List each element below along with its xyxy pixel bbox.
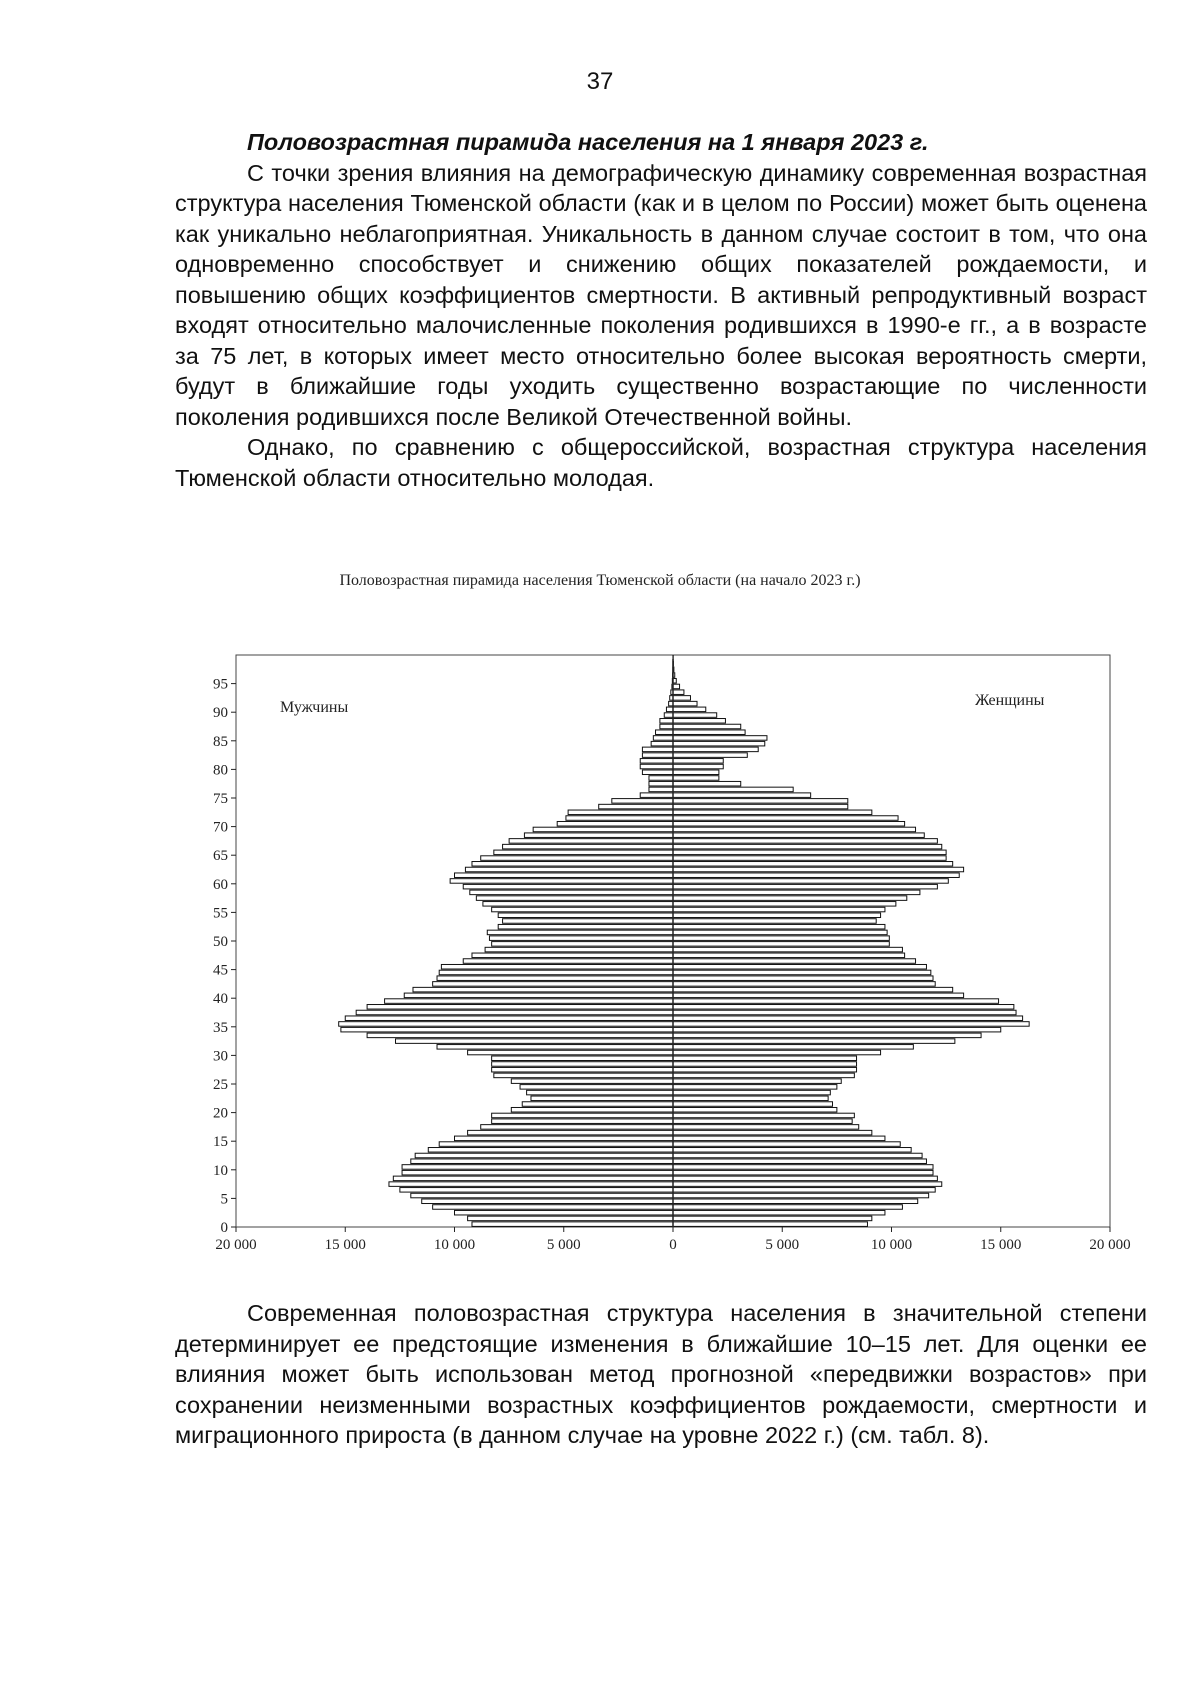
bar-women-age-37 xyxy=(673,1010,1016,1015)
bar-men-age-63 xyxy=(472,862,673,867)
bar-men-age-55 xyxy=(492,907,673,912)
bar-women-age-39 xyxy=(673,999,999,1004)
bar-men-age-47 xyxy=(472,953,673,958)
bar-women-age-87 xyxy=(673,724,741,729)
bar-men-age-41 xyxy=(413,987,673,992)
bar-men-age-87 xyxy=(660,724,673,729)
bar-men-age-76 xyxy=(649,787,673,792)
bar-men-age-46 xyxy=(463,959,673,964)
bar-women-age-14 xyxy=(673,1142,900,1147)
bar-men-age-27 xyxy=(492,1067,673,1072)
bar-women-age-80 xyxy=(673,764,723,769)
bar-women-age-24 xyxy=(673,1085,837,1090)
bar-women-age-75 xyxy=(673,793,811,798)
bar-men-age-36 xyxy=(345,1016,673,1021)
y-tick-label: 65 xyxy=(213,848,228,865)
bar-women-age-71 xyxy=(673,816,898,821)
bar-women-age-48 xyxy=(673,947,902,952)
bar-men-age-84 xyxy=(651,741,673,746)
bar-women-age-89 xyxy=(673,713,717,718)
bar-women-age-55 xyxy=(673,907,885,912)
y-tick-label: 30 xyxy=(213,1048,228,1065)
bar-men-age-37 xyxy=(356,1010,673,1015)
bar-men-age-49 xyxy=(492,942,673,947)
bar-men-age-71 xyxy=(566,816,673,821)
y-tick-label: 80 xyxy=(213,762,228,779)
bar-women-age-38 xyxy=(673,1005,1014,1010)
bar-women-age-19 xyxy=(673,1113,854,1118)
x-tick-label: 5 000 xyxy=(546,1237,581,1253)
y-tick-label: 15 xyxy=(213,1134,228,1151)
y-tick-label: 60 xyxy=(213,876,228,893)
bar-men-age-7 xyxy=(389,1182,673,1187)
bar-women-age-5 xyxy=(673,1193,929,1198)
bar-women-age-77 xyxy=(673,781,741,786)
bar-men-age-5 xyxy=(411,1193,673,1198)
bar-women-age-73 xyxy=(673,804,848,809)
bar-men-age-1 xyxy=(468,1216,673,1221)
bar-men-age-6 xyxy=(400,1188,673,1193)
bar-women-age-9 xyxy=(673,1170,933,1175)
bar-women-age-59 xyxy=(673,884,937,889)
bar-men-age-28 xyxy=(492,1062,673,1067)
bar-women-age-51 xyxy=(673,930,887,935)
bar-women-age-23 xyxy=(673,1090,830,1095)
bar-men-age-64 xyxy=(481,856,673,861)
bar-women-age-57 xyxy=(673,896,907,901)
bar-men-age-4 xyxy=(422,1199,673,1204)
bar-men-age-88 xyxy=(660,719,673,724)
bar-men-age-62 xyxy=(465,867,673,872)
bar-men-age-57 xyxy=(476,896,673,901)
bar-men-age-30 xyxy=(468,1050,673,1055)
bar-men-age-44 xyxy=(439,970,673,975)
paragraph: Современная половозрастная структура населения в значительной степени детерминирует ее предстоящие изменения в ближайшие 10–15 лет. Для оценки ее влияния может быть использован метод прогнозной «передвижки возрастов» при сохранении неизменными возрастных коэффициентов рождаемости, смертности и миграционного прироста (в данном случае на уровне 2022 г.) (см. табл. 8). xyxy=(175,1300,1147,1448)
bar-women-age-29 xyxy=(673,1056,857,1061)
bar-men-age-83 xyxy=(642,747,673,752)
bar-women-age-76 xyxy=(673,787,793,792)
bar-women-age-15 xyxy=(673,1136,885,1141)
bar-men-age-52 xyxy=(498,924,673,929)
bar-women-age-12 xyxy=(673,1153,922,1158)
bar-women-age-44 xyxy=(673,970,931,975)
y-tick-label: 70 xyxy=(213,819,228,836)
bar-women-age-7 xyxy=(673,1182,942,1187)
bar-women-age-3 xyxy=(673,1205,902,1210)
bar-women-age-70 xyxy=(673,821,905,826)
y-tick-label: 50 xyxy=(213,934,228,950)
bar-men-age-12 xyxy=(415,1153,673,1158)
bar-men-age-14 xyxy=(439,1142,673,1147)
x-tick-label: 10 000 xyxy=(870,1237,913,1253)
bar-men-age-9 xyxy=(402,1170,673,1175)
bar-women-age-88 xyxy=(673,719,725,724)
bar-men-age-80 xyxy=(640,764,673,769)
bar-women-age-49 xyxy=(673,942,889,947)
bar-men-age-35 xyxy=(339,1022,673,1027)
bar-women-age-40 xyxy=(673,993,964,998)
bar-men-age-39 xyxy=(385,999,673,1004)
bar-women-age-90 xyxy=(673,707,706,712)
y-tick-label: 85 xyxy=(213,733,228,750)
bar-women-age-62 xyxy=(673,867,964,872)
y-tick-label: 75 xyxy=(213,791,228,807)
bar-men-age-2 xyxy=(455,1210,674,1215)
bar-men-age-24 xyxy=(520,1085,673,1090)
bar-women-age-53 xyxy=(673,919,876,924)
y-tick-label: 0 xyxy=(220,1220,228,1236)
bar-women-age-72 xyxy=(673,810,872,815)
x-tick-label: 10 000 xyxy=(433,1237,476,1253)
bar-men-age-42 xyxy=(433,982,673,987)
bar-men-age-43 xyxy=(437,976,673,981)
x-tick-label: 15 000 xyxy=(980,1237,1022,1253)
bar-men-age-89 xyxy=(664,713,673,718)
right-series-label: Женщины xyxy=(975,692,1045,709)
bar-men-age-50 xyxy=(489,936,673,941)
bar-men-age-29 xyxy=(492,1056,673,1061)
chart-title: Половозрастная пирамида населения Тюменской области (на начало 2023 г.) xyxy=(339,572,861,589)
bar-women-age-78 xyxy=(673,776,719,781)
bar-women-age-54 xyxy=(673,913,881,918)
bar-women-age-52 xyxy=(673,924,885,929)
bar-men-age-70 xyxy=(557,821,673,826)
bar-men-age-66 xyxy=(503,844,673,849)
bar-women-age-69 xyxy=(673,827,916,832)
bar-men-age-48 xyxy=(485,947,673,952)
bar-men-age-53 xyxy=(503,919,673,924)
bar-women-age-63 xyxy=(673,862,953,867)
bar-women-age-47 xyxy=(673,953,905,958)
bar-men-age-77 xyxy=(649,781,673,786)
bar-men-age-56 xyxy=(483,902,673,907)
bar-men-age-90 xyxy=(666,707,673,712)
bar-men-age-75 xyxy=(640,793,673,798)
bar-women-age-60 xyxy=(673,879,948,884)
bar-women-age-18 xyxy=(673,1119,852,1124)
bar-men-age-61 xyxy=(455,873,674,878)
bar-men-age-10 xyxy=(402,1165,673,1170)
bar-men-age-16 xyxy=(468,1130,673,1135)
bar-women-age-13 xyxy=(673,1148,911,1153)
left-series-label: Мужчины xyxy=(280,699,349,716)
bar-men-age-8 xyxy=(393,1176,673,1181)
bar-women-age-58 xyxy=(673,890,920,895)
bar-women-age-6 xyxy=(673,1188,935,1193)
bar-men-age-34 xyxy=(341,1027,673,1032)
bar-men-age-0 xyxy=(472,1222,673,1227)
bar-women-age-17 xyxy=(673,1125,859,1130)
bar-men-age-54 xyxy=(498,913,673,918)
bar-women-age-50 xyxy=(673,936,889,941)
bar-women-age-4 xyxy=(673,1199,918,1204)
page-number: 37 xyxy=(586,68,614,95)
bar-women-age-10 xyxy=(673,1165,933,1170)
y-tick-label: 35 xyxy=(213,1019,228,1036)
bar-men-age-3 xyxy=(433,1205,673,1210)
x-tick-label: 20 000 xyxy=(215,1237,257,1253)
bar-women-age-35 xyxy=(673,1022,1029,1027)
bar-men-age-67 xyxy=(509,839,673,844)
bar-women-age-56 xyxy=(673,902,896,907)
y-tick-label: 40 xyxy=(213,991,228,1008)
bar-women-age-0 xyxy=(673,1222,867,1227)
bar-women-age-94 xyxy=(673,684,680,689)
bar-women-age-42 xyxy=(673,982,935,987)
bar-men-age-33 xyxy=(367,1033,673,1038)
bar-men-age-73 xyxy=(599,804,673,809)
bar-women-age-34 xyxy=(673,1027,1001,1032)
bar-women-age-91 xyxy=(673,701,697,706)
bar-men-age-31 xyxy=(437,1045,673,1050)
bar-women-age-36 xyxy=(673,1016,1023,1021)
paragraph: С точки зрения влияния на демографическую динамику современная возрастная структура населения Тюменской области (как и в целом по России) может быть оценена как уникально неблагоприятная. Уникальность в данном случае состоит в том, что она одновременно способствует и снижению общих показателей рождаемости, и повышению общих коэффициентов смертности. В активный репродуктивный возраст входят относительно малочисленные поколения родившихся в 1990-е гг., а в возрасте за 75 лет, в которых имеет место относительно более высокая вероятность смерти, будут в ближайшие годы уходить существенно возрастающие по численности поколения родившихся после Великой Отечественной войны. xyxy=(175,159,1147,430)
bar-women-age-82 xyxy=(673,753,747,758)
bar-men-age-19 xyxy=(492,1113,673,1118)
y-tick-label: 5 xyxy=(220,1191,228,1208)
bar-women-age-45 xyxy=(673,964,926,969)
bar-men-age-51 xyxy=(487,930,673,935)
x-tick-label: 5 000 xyxy=(765,1237,800,1253)
bar-men-age-65 xyxy=(494,850,673,855)
bar-women-age-22 xyxy=(673,1096,828,1101)
bar-women-age-67 xyxy=(673,839,937,844)
bar-men-age-45 xyxy=(441,964,673,969)
bar-women-age-27 xyxy=(673,1067,857,1072)
bar-women-age-33 xyxy=(673,1033,981,1038)
bar-women-age-31 xyxy=(673,1045,913,1050)
y-tick-label: 10 xyxy=(213,1162,228,1179)
bar-men-age-25 xyxy=(511,1079,673,1084)
bar-women-age-21 xyxy=(673,1102,833,1107)
bar-women-age-43 xyxy=(673,976,933,981)
x-tick-label: 15 000 xyxy=(324,1237,366,1253)
bar-women-age-25 xyxy=(673,1079,841,1084)
bar-men-age-82 xyxy=(642,753,673,758)
bar-women-age-81 xyxy=(673,759,723,764)
bar-women-age-68 xyxy=(673,833,924,838)
x-tick-label: 20 000 xyxy=(1089,1237,1131,1253)
y-tick-label: 25 xyxy=(213,1077,228,1093)
bar-women-age-28 xyxy=(673,1062,857,1067)
bar-men-age-23 xyxy=(527,1090,673,1095)
bar-women-age-92 xyxy=(673,696,690,701)
bar-men-age-15 xyxy=(455,1136,674,1141)
bar-women-age-32 xyxy=(673,1039,955,1044)
bar-women-age-11 xyxy=(673,1159,926,1164)
bar-women-age-79 xyxy=(673,770,719,775)
bar-men-age-79 xyxy=(642,770,673,775)
bar-men-age-21 xyxy=(522,1102,673,1107)
bar-women-age-8 xyxy=(673,1176,937,1181)
bar-men-age-20 xyxy=(511,1107,673,1112)
bar-women-age-85 xyxy=(673,736,767,741)
bar-men-age-78 xyxy=(649,776,673,781)
bar-women-age-65 xyxy=(673,850,946,855)
bar-women-age-16 xyxy=(673,1130,872,1135)
bar-women-age-64 xyxy=(673,856,946,861)
bar-men-age-81 xyxy=(640,759,673,764)
bar-men-age-11 xyxy=(411,1159,673,1164)
y-tick-label: 90 xyxy=(213,705,228,722)
bar-women-age-84 xyxy=(673,741,765,746)
bar-women-age-74 xyxy=(673,799,848,804)
bar-women-age-20 xyxy=(673,1107,837,1112)
bar-women-age-83 xyxy=(673,747,758,752)
bar-women-age-41 xyxy=(673,987,953,992)
y-tick-label: 20 xyxy=(213,1105,228,1122)
bar-women-age-2 xyxy=(673,1210,885,1215)
bar-women-age-26 xyxy=(673,1073,854,1078)
bar-women-age-30 xyxy=(673,1050,881,1055)
bar-men-age-38 xyxy=(367,1005,673,1010)
bar-men-age-13 xyxy=(428,1148,673,1153)
bar-men-age-86 xyxy=(656,730,673,735)
bottom-text-block xyxy=(175,1298,1147,1451)
bar-men-age-32 xyxy=(396,1039,673,1044)
y-tick-label: 55 xyxy=(213,905,228,922)
bar-women-age-66 xyxy=(673,844,942,849)
bar-men-age-58 xyxy=(470,890,673,895)
bar-men-age-69 xyxy=(533,827,673,832)
x-tick-label: 0 xyxy=(669,1237,677,1253)
bar-men-age-22 xyxy=(531,1096,673,1101)
bar-men-age-26 xyxy=(494,1073,673,1078)
bar-women-age-93 xyxy=(673,690,684,695)
bar-men-age-72 xyxy=(568,810,673,815)
bar-men-age-68 xyxy=(524,833,673,838)
bar-women-age-46 xyxy=(673,959,916,964)
paragraph: Однако, по сравнению с общероссийской, возрастная структура населения Тюменской области относительно молодая. xyxy=(175,434,1147,491)
bar-men-age-17 xyxy=(481,1125,673,1130)
bar-women-age-1 xyxy=(673,1216,872,1221)
bar-men-age-74 xyxy=(612,799,673,804)
y-tick-label: 45 xyxy=(213,962,228,979)
bar-men-age-18 xyxy=(492,1119,673,1124)
section-heading: Половозрастная пирамида населения на 1 января 2023 г. xyxy=(247,129,929,155)
bar-women-age-86 xyxy=(673,730,745,735)
bar-men-age-59 xyxy=(463,884,673,889)
bar-men-age-40 xyxy=(404,993,673,998)
bar-men-age-60 xyxy=(450,879,673,884)
y-tick-label: 95 xyxy=(213,676,228,693)
bar-women-age-61 xyxy=(673,873,959,878)
bar-men-age-85 xyxy=(653,736,673,741)
